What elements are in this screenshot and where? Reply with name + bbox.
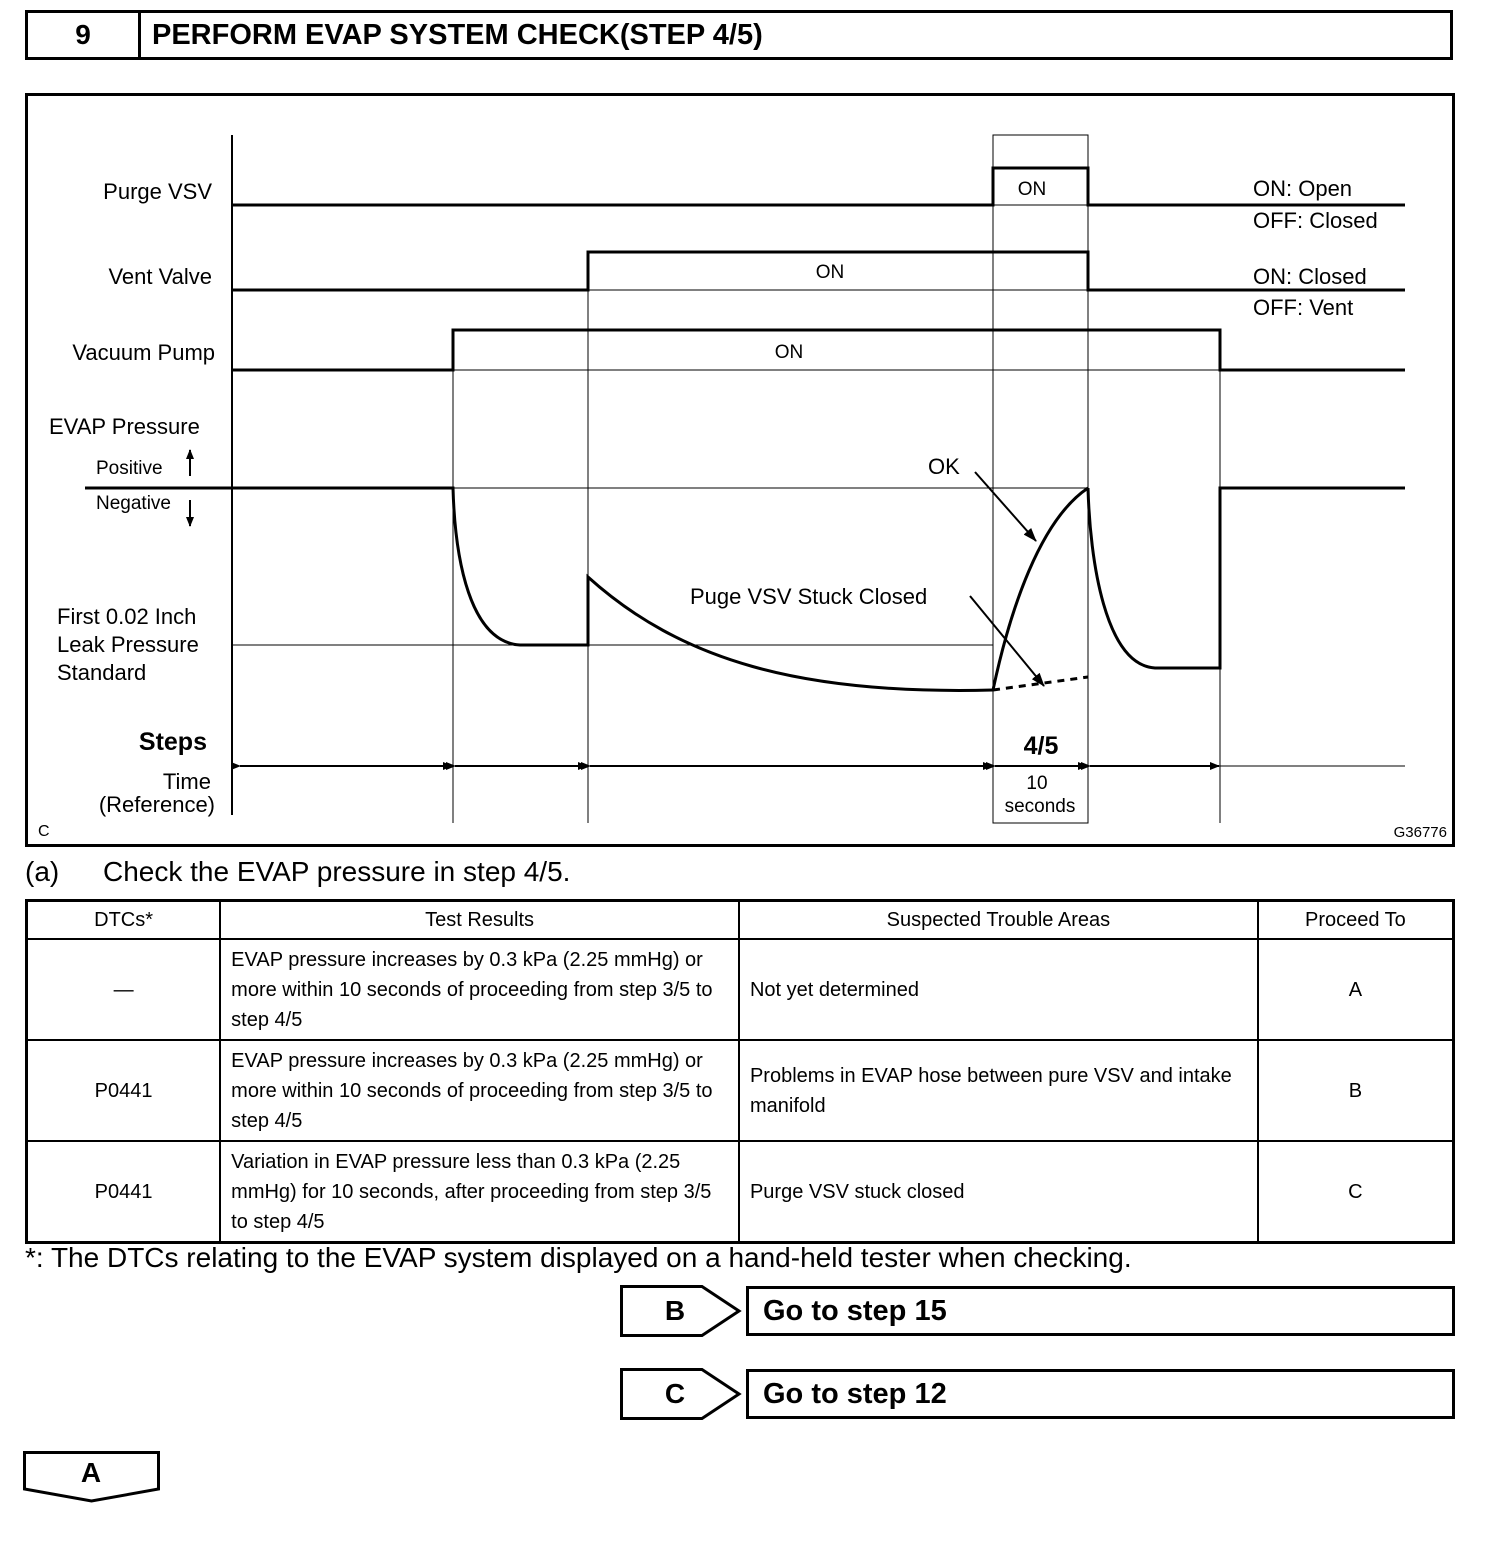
vacuum-pump-signal [232,330,1405,370]
table-header-row [27,901,1454,940]
purge-vsv-label: Purge VSV [103,179,212,204]
purge-vsv-signal [232,168,1405,205]
time-label: Time [162,769,211,794]
nav-tag-b-letter: B [664,1295,686,1326]
nav-tag-c[interactable] [620,1368,742,1420]
go-to-step-12-link[interactable]: Go to step 12 [746,1369,1455,1419]
purge-on-legend: ON: Open [1253,176,1353,201]
leak-standard-label-line-1: First 0.02 Inch [57,604,197,629]
timing-diagram-svg [25,93,1455,847]
proceed-cell: C [1258,1141,1454,1243]
vent-valve-label: Vent Valve [108,264,212,289]
negative-label: Negative [96,493,171,514]
duration-unit: seconds [1004,796,1076,817]
results-table [25,899,1455,1244]
step-4-5-window [993,135,1088,823]
dtc-cell: P0441 [27,1040,221,1141]
result-cell: Variation in EVAP pressure less than 0.3 kPa (2.25 mmHg) for 10 seconds, after proceeding from step 3/5 to step 4/5 [220,1141,739,1243]
positive-label: Positive [96,458,163,479]
leak-standard-label-line-3: Standard [57,660,147,685]
dtc-cell: P0441 [27,1141,221,1243]
stuck-closed-curve [993,677,1088,690]
step-number: 9 [28,13,141,57]
vent-on-label: ON [815,262,845,283]
corner-code: C [38,823,50,840]
step-4-5-label: 4/5 [1023,732,1059,760]
nav-tag-a-letter: A [80,1457,102,1488]
purge-off-legend: OFF: Closed [1253,208,1378,233]
table-row [27,1040,1454,1141]
header-dtcs: DTCs* [27,901,221,940]
evap-recovery-curve [1088,488,1405,668]
result-cell: EVAP pressure increases by 0.3 kPa (2.25 mmHg) or more within 10 seconds of proceeding from step 3/5 to step 4/5 [220,939,739,1040]
figure-id: G36776 [1393,824,1447,841]
header-test-results: Test Results [220,901,739,940]
table-row [27,1141,1454,1243]
evap-ok-curve [993,488,1088,690]
ok-arrow [975,472,1036,541]
vent-off-legend: OFF: Vent [1253,295,1354,320]
table-row [27,939,1454,1040]
dtc-cell: — [27,939,221,1040]
header-proceed-to: Proceed To [1258,901,1454,940]
step-header [25,10,1453,60]
proceed-cell: B [1258,1040,1454,1141]
area-cell: Problems in EVAP hose between pure VSV and intake manifold [739,1040,1258,1141]
stuck-closed-annotation: Puge VSV Stuck Closed [690,584,928,609]
vent-on-legend: ON: Closed [1253,264,1367,289]
evap-pressure-label: EVAP Pressure [49,414,200,439]
purge-on-label: ON [1017,179,1047,200]
area-cell: Not yet determined [739,939,1258,1040]
header-trouble-areas: Suspected Trouble Areas [739,901,1258,940]
nav-tag-b[interactable] [620,1285,742,1337]
proceed-cell: A [1258,939,1454,1040]
go-to-step-15-link[interactable]: Go to step 15 [746,1286,1455,1336]
nav-tag-a[interactable] [23,1451,163,1503]
duration-value: 10 [1026,773,1048,794]
timing-diagram [25,93,1455,847]
vacuum-pump-label: Vacuum Pump [72,340,215,365]
check-text: Check the EVAP pressure in step 4/5. [103,856,571,887]
nav-tag-c-letter: C [664,1378,686,1409]
leak-standard-label-line-2: Leak Pressure [57,632,199,657]
reference-label: (Reference) [98,792,215,817]
pump-on-label: ON [774,342,804,363]
steps-label: Steps [138,728,207,756]
area-cell: Purge VSV stuck closed [739,1141,1258,1243]
check-prefix: (a) [25,856,60,887]
footnote: *: The DTCs relating to the EVAP system displayed on a hand-held tester when checking. [25,1242,1132,1273]
stuck-arrow [970,596,1044,686]
step-title: PERFORM EVAP SYSTEM CHECK(STEP 4/5) [152,18,763,51]
ok-annotation: OK [928,454,960,479]
result-cell: EVAP pressure increases by 0.3 kPa (2.25 mmHg) or more within 10 seconds of proceeding from step 3/5 to step 4/5 [220,1040,739,1141]
